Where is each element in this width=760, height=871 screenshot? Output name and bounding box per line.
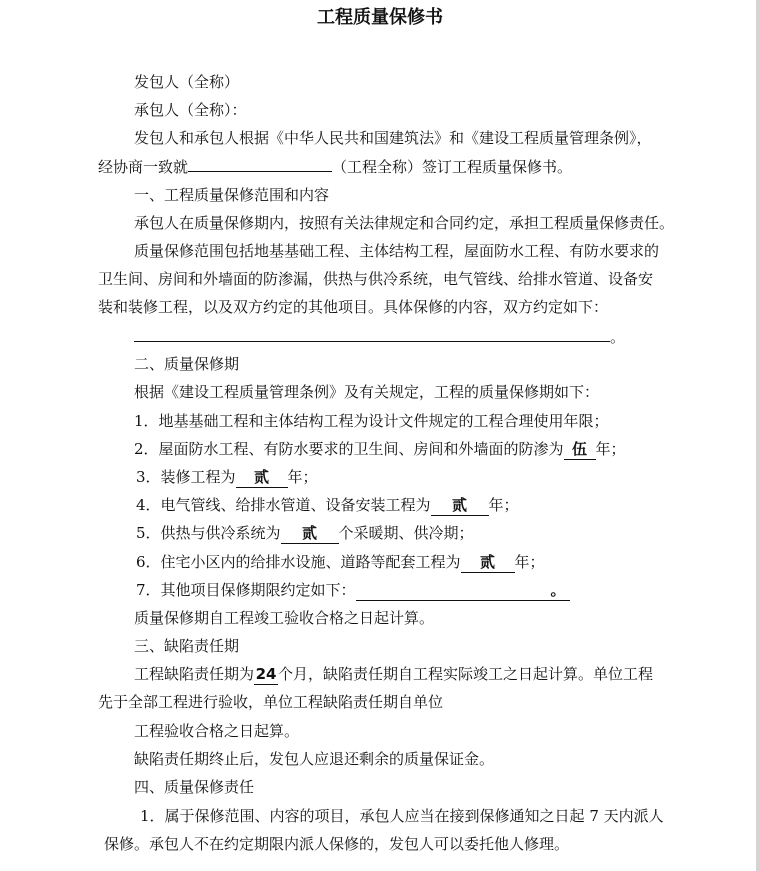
- section-2-end: 质量保修期自工程竣工验收合格之日起计算。: [134, 609, 435, 627]
- warranty-item-7: [136, 580, 570, 601]
- warranty-item-2: [134, 439, 626, 460]
- section-3-paragraph-1-line-3: 工程验收合格之日起算。: [134, 722, 300, 740]
- section-1-paragraph-1: 承包人在质量保修期内，按照有关法律规定和合同约定，承担工程质量保修责任。: [134, 214, 675, 232]
- warranty-item-3-unit: 年；: [287, 468, 318, 486]
- warranty-item-6: [136, 552, 545, 573]
- warranty-item-3-years[interactable]: 贰: [236, 467, 288, 488]
- section-2-intro: 根据《建设工程质量管理条例》及有关规定，工程的质量保修期如下：: [134, 383, 600, 401]
- warranty-item-3: [136, 467, 318, 488]
- warranty-item-6-years[interactable]: 贰: [461, 552, 515, 573]
- warranty-item-3-text: 3．装修工程为: [136, 468, 236, 486]
- warranty-item-2-years[interactable]: 伍: [564, 439, 596, 460]
- content-agreement-blank[interactable]: [134, 326, 610, 342]
- warranty-item-1: 1．地基基础工程和主体结构工程为设计文件规定的工程合理使用年限；: [134, 412, 609, 430]
- warranty-item-5-periods[interactable]: 贰: [281, 523, 339, 544]
- project-name-blank[interactable]: [188, 156, 332, 172]
- intro-text-a: 经协商一致就: [98, 158, 189, 176]
- section-4-item-1-line-1: 1．属于保修范围、内容的项目，承包人应当在接到保修通知之日起 7 天内派人: [140, 807, 664, 825]
- warranty-item-6-unit: 年；: [514, 553, 545, 571]
- section-3-paragraph-1-line-2: 先于全部工程进行验收，单位工程缺陷责任期自单位: [98, 693, 444, 711]
- warranty-item-6-text: 6．住宅小区内的给排水设施、道路等配套工程为: [136, 553, 461, 571]
- employer-label: 发包人（全称）: [134, 73, 240, 91]
- section-1-content-line: [134, 326, 625, 347]
- section-4-title: 四、质量保修责任: [134, 778, 255, 796]
- defect-period-months[interactable]: 24: [255, 665, 277, 683]
- warranty-item-5-unit: 个采暖期、供冷期；: [338, 524, 474, 542]
- warranty-item-2-text: 2．屋面防水工程、有防水要求的卫生间、房间和外墙面的防渗为: [134, 440, 564, 458]
- page-title: 工程质量保修书: [317, 7, 443, 28]
- warranty-item-2-unit: 年；: [595, 440, 626, 458]
- defect-period-text-b: 个月，缺陷责任期自工程实际竣工之日起计算。单位工程: [278, 665, 654, 683]
- warranty-item-4-text: 4．电气管线、给排水管道、设备安装工程为: [136, 496, 431, 514]
- warranty-item-5-text: 5．供热与供冷系统为: [136, 524, 281, 542]
- warranty-item-5: [136, 523, 474, 544]
- section-3-paragraph-1: [134, 664, 653, 685]
- contractor-label: 承包人（全称）：: [134, 101, 247, 119]
- section-3-paragraph-2: 缺陷责任期终止后，发包人应退还剩余的质量保证金。: [134, 750, 495, 768]
- warranty-item-7-text: 7．其他项目保修期限约定如下：: [136, 581, 356, 599]
- intro-line-2: [98, 156, 572, 177]
- section-3-title: 三、缺陷责任期: [134, 637, 240, 655]
- warranty-item-4: [136, 495, 519, 516]
- section-1-paragraph-2-line-3: 装和装修工程，以及双方约定的其他项目。具体保修的内容，双方约定如下：: [98, 298, 609, 316]
- page-edge: [756, 0, 760, 871]
- warranty-item-4-unit: 年；: [488, 496, 519, 514]
- content-end-mark: 。: [610, 328, 626, 346]
- defect-period-text-a: 工程缺陷责任期为: [134, 665, 255, 683]
- warranty-item-7-other[interactable]: 。: [356, 580, 570, 601]
- section-2-title: 二、质量保修期: [134, 355, 240, 373]
- section-1-title: 一、工程质量保修范围和内容: [134, 186, 330, 204]
- warranty-item-4-years[interactable]: 贰: [431, 495, 489, 516]
- intro-text-b: （工程全称）签订工程质量保修书。: [332, 158, 573, 176]
- section-1-paragraph-2-line-1: 质量保修范围包括地基基础工程、主体结构工程，屋面防水工程、有防水要求的: [134, 242, 660, 260]
- section-1-paragraph-2-line-2: 卫生间、房间和外墙面的防渗漏，供热与供冷系统，电气管线、给排水管道、设备安: [98, 270, 654, 288]
- intro-line-1: 发包人和承包人根据《中华人民共和国建筑法》和《建设工程质量管理条例》，: [134, 129, 652, 147]
- section-4-item-1-line-2: 保修。承包人不在约定期限内派人保修的，发包人可以委托他人修理。: [104, 835, 570, 853]
